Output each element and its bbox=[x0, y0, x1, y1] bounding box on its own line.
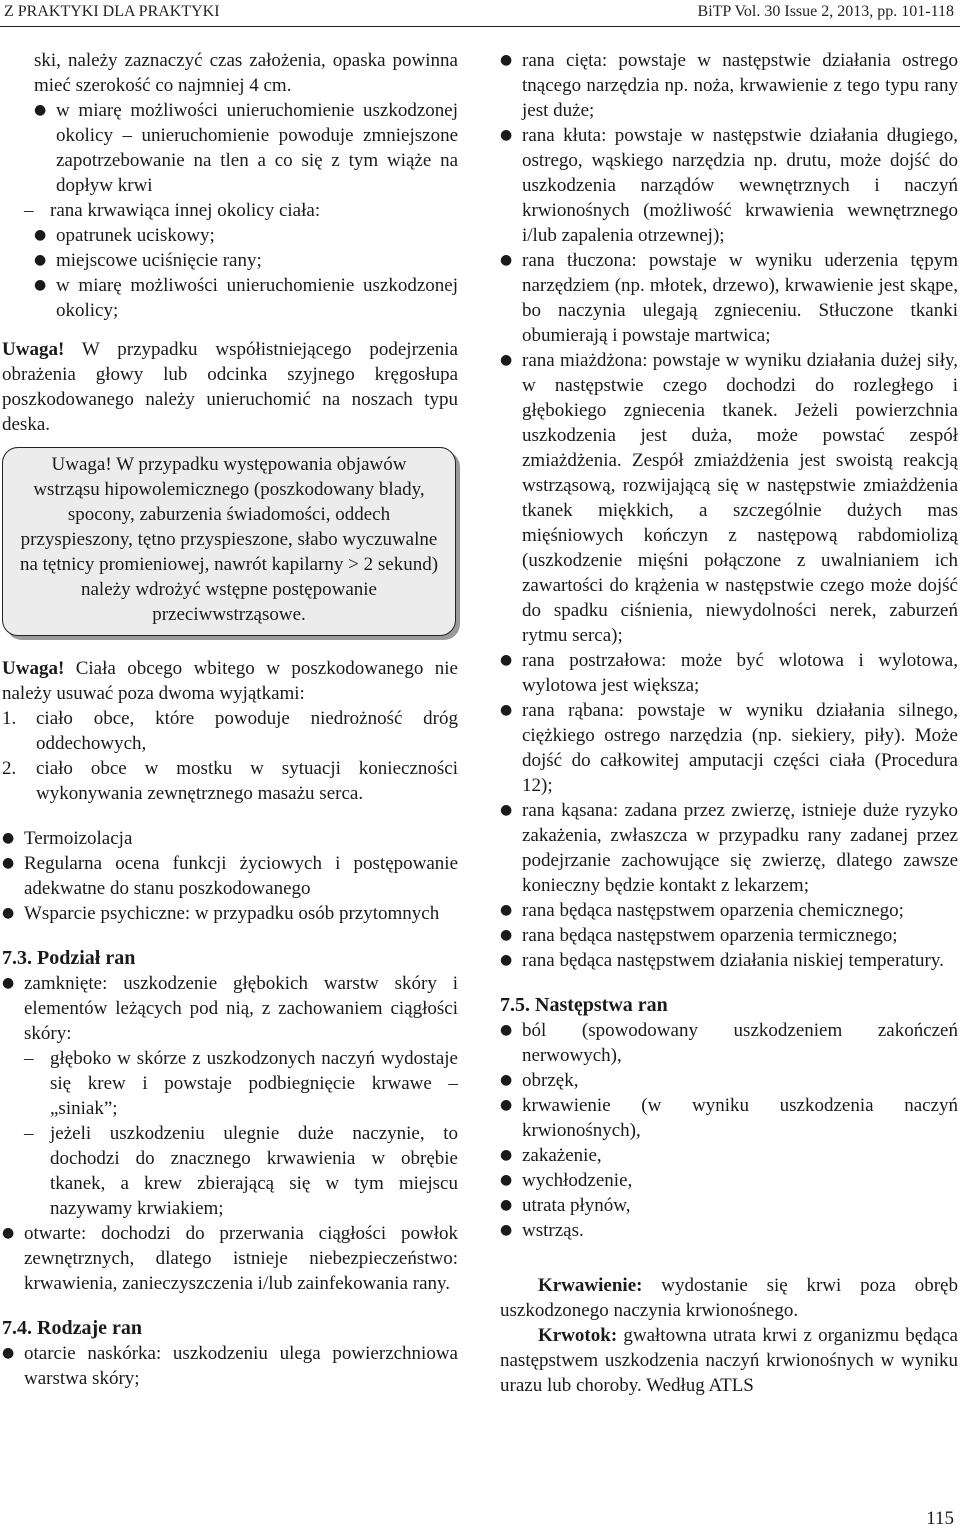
sub-bullet-list bbox=[34, 223, 458, 323]
list-item: ● rana kąsana: zadana przez zwierzę, istnieje duże ryzyko zakażenia, zwłaszcza w przypadku rany zadanej przez podejrzanie zachowujące się zwierzę, dlatego zawsze konieczny będzie kontakt z lekarzem; bbox=[500, 798, 958, 898]
list-item: ● rana miażdżona: powstaje w wyniku działania dużej siły, w następstwie czego dochodzi do rozległego i głębokiego zgniecenia tkanek. Jeżeli powierzchnia uszkodzenia jest duża, może powstać zespół zmiażdżenia. Zespół zmiażdżenia jest swoistą reakcją wstrząsową, rozwijającą się w następstwie zmiażdżenia tkanek miękkich, a szczególnie dużych mas mięśniowych kończyn z następową rabdomiolizą (uszkodzenie mięśni połączone z uwalnianiem ich zawartości do krążenia w następstwie czego może dojść do spadku ciśnienia, niewydolności nerek, zaburzeń rytmu serca); bbox=[500, 348, 958, 648]
immobilize-list bbox=[34, 98, 458, 198]
definition-term: Krwotok: bbox=[538, 1325, 618, 1346]
continued-text: ski, należy zaznaczyć czas założenia, opaska powinna mieć szerokość co najmniej 4 cm. bbox=[34, 50, 458, 96]
section-heading-7-4: 7.4. Rodzaje ran bbox=[2, 1317, 142, 1339]
foreign-body-warning bbox=[2, 656, 458, 706]
section-heading-7-5: 7.5. Następstwa ran bbox=[500, 994, 668, 1016]
list-item: ● wstrząs. bbox=[500, 1218, 958, 1243]
header-journal-citation: BiTP Vol. 30 Issue 2, 2013, pp. 101-118 bbox=[697, 3, 954, 20]
box-text: W przypadku występowania objawów wstrząsu hipowolemicznego (poszkodowany blady, spocony, zaburzenia świadomości, oddech przyspieszony, tętno przyspieszone, słabo wyczuwalne na tętnicy promieniowej, nawrót kapilarny > 2 sekund) należy wdrożyć wstępne postępowanie przeciwwstrząsowe. bbox=[19, 454, 439, 625]
list-item bbox=[2, 971, 458, 1221]
wound-types-list bbox=[500, 48, 958, 973]
list-item: ● w miarę możliwości unieruchomienie uszkodzonej okolicy; bbox=[34, 273, 458, 323]
list-item: ● obrzęk, bbox=[500, 1068, 958, 1093]
section-heading-7-3: 7.3. Podział ran bbox=[2, 947, 136, 969]
list-item: ● opatrunek uciskowy; bbox=[34, 223, 458, 248]
list-item: ● rana będąca następstwem działania niskiej temperatury. bbox=[500, 948, 958, 973]
header-rule bbox=[0, 26, 960, 27]
list-item: ● rana postrzałowa: może być wlotowa i wylotowa, wylotowa jest większa; bbox=[500, 648, 958, 698]
list-item bbox=[2, 756, 458, 806]
list-item: ● wychłodzenie, bbox=[500, 1168, 958, 1193]
list-item: – rana krwawiąca innej okolicy ciała: bbox=[24, 198, 458, 223]
page-number: 115 bbox=[926, 1508, 954, 1529]
item-text: ciało obce w mostku w sytuacji konieczności wykonywania zewnętrznego masażu serca. bbox=[36, 758, 458, 804]
warning-label: Uwaga! bbox=[2, 658, 65, 679]
item-number: 2. bbox=[2, 758, 17, 779]
list-item: ● rana tłuczona: powstaje w wyniku uderzenia tępym narzędziem (np. młotek, drzewo), krwawienie jest skąpe, bo naczynia ulegają zgnieceniu. Stłuczone tkanki obumierają i powstaje martwica; bbox=[500, 248, 958, 348]
closed-dash-list bbox=[24, 1046, 458, 1221]
definition-term: Krwawienie: bbox=[538, 1275, 643, 1296]
list-item: ● rana cięta: powstaje w następstwie działania ostrego tnącego narzędzia np. noża, krwawienie z tego typu rany jest duże; bbox=[500, 48, 958, 123]
list-item bbox=[2, 706, 458, 756]
list-item: ● zakażenie, bbox=[500, 1143, 958, 1168]
warning-paragraph bbox=[2, 337, 458, 437]
right-column bbox=[500, 48, 958, 1398]
item-text: zamknięte: uszkodzenie głębokich warstw skóry i elementów leżących pod nią, z zachowaniem ciągłości skóry: bbox=[24, 973, 458, 1044]
header-section-title: Z PRAKTYKI DLA PRAKTYKI bbox=[4, 3, 220, 20]
exceptions-list bbox=[2, 706, 458, 806]
list-item: ● miejscowe uciśnięcie rany; bbox=[34, 248, 458, 273]
list-item: ● otwarte: dochodzi do przerwania ciągłości powłok zewnętrznych, dlatego istnieje niebezpieczeństwo: krwawienia, zanieczyszczenia i/lub zainfekowania rany. bbox=[2, 1221, 458, 1296]
warning-text: W przypadku współistniejącego podejrzenia obrażenia głowy lub odcinka szyjnego kręgosłupa poszkodowanego należy unieruchomić na noszach typu deska. bbox=[2, 339, 458, 435]
definition-hemorrhage bbox=[500, 1323, 958, 1398]
list-item: – głęboko w skórze z uszkodzonych naczyń wydostaje się krew i powstaje podbiegnięcie krwawe – „siniak”; bbox=[24, 1046, 458, 1121]
wound-types-list-start bbox=[2, 1341, 458, 1391]
definition-text: wydostanie się krwi poza obręb uszkodzonego naczynia krwionośnego. bbox=[500, 1275, 958, 1321]
list-item: ● rana kłuta: powstaje w następstwie działania długiego, ostrego, wąskiego narzędzia np. drutu, może dojść do uszkodzenia narządów wewnętrznych i naczyń krwionośnych (możliwość krwawienia wewnętrznego i/lub zapalenia otrzewnej); bbox=[500, 123, 958, 248]
list-item: ● Termoizolacja bbox=[2, 826, 458, 851]
list-item: ● Wsparcie psychiczne: w przypadku osób przytomnych bbox=[2, 901, 458, 926]
list-item: – jeżeli uszkodzeniu ulegnie duże naczynie, to dochodzi do znacznego krwawienia w obrębie tkanek, a krew zbierającą się w tym miejscu nazywamy krwiakiem; bbox=[24, 1121, 458, 1221]
consequences-list bbox=[500, 1018, 958, 1243]
list-item: ● otarcie naskórka: uszkodzeniu ulega powierzchniowa warstwa skóry; bbox=[2, 1341, 458, 1391]
list-item: ● rana będąca następstwem oparzenia termicznego; bbox=[500, 923, 958, 948]
list-item: ● Regularna ocena funkcji życiowych i postępowanie adekwatne do stanu poszkodowanego bbox=[2, 851, 458, 901]
left-column bbox=[2, 48, 458, 1391]
item-text: ciało obce, które powoduje niedrożność dróg oddechowych, bbox=[36, 708, 458, 754]
list-item: ● krwawienie (w wyniku uszkodzenia naczyń krwionośnych), bbox=[500, 1093, 958, 1143]
shock-warning-box bbox=[2, 447, 456, 636]
dash-list bbox=[24, 198, 458, 223]
list-item: ● rana rąbana: powstaje w wyniku działania silnego, ciężkiego ostrego narzędzia (np. siekiery, piły). Może dojść do całkowitej amputacji części ciała (Procedura 12); bbox=[500, 698, 958, 798]
care-bullet-list bbox=[2, 826, 458, 926]
list-item: ● utrata płynów, bbox=[500, 1193, 958, 1218]
definition-bleeding bbox=[500, 1273, 958, 1323]
warning-label: Uwaga! bbox=[2, 339, 65, 360]
list-item: ● ból (spowodowany uszkodzeniem zakończeń nerwowych), bbox=[500, 1018, 958, 1068]
box-label: Uwaga! bbox=[51, 454, 112, 475]
running-header bbox=[0, 0, 960, 26]
warning-text: Ciała obcego wbitego w poszkodowanego nie należy usuwać poza dwoma wyjątkami: bbox=[2, 658, 458, 704]
wound-division-list bbox=[2, 971, 458, 1296]
definition-text: gwałtowna utrata krwi z organizmu będąca następstwem uszkodzenia naczyń krwionośnych w wyniku urazu lub choroby. Według ATLS bbox=[500, 1325, 958, 1396]
list-item: ● rana będąca następstwem oparzenia chemicznego; bbox=[500, 898, 958, 923]
item-number: 1. bbox=[2, 708, 17, 729]
list-item: ● w miarę możliwości unieruchomienie uszkodzonej okolicy – unieruchomienie powoduje zmniejszone zapotrzebowanie na tlen a co się z tym wiąże na dopływ krwi bbox=[34, 98, 458, 198]
